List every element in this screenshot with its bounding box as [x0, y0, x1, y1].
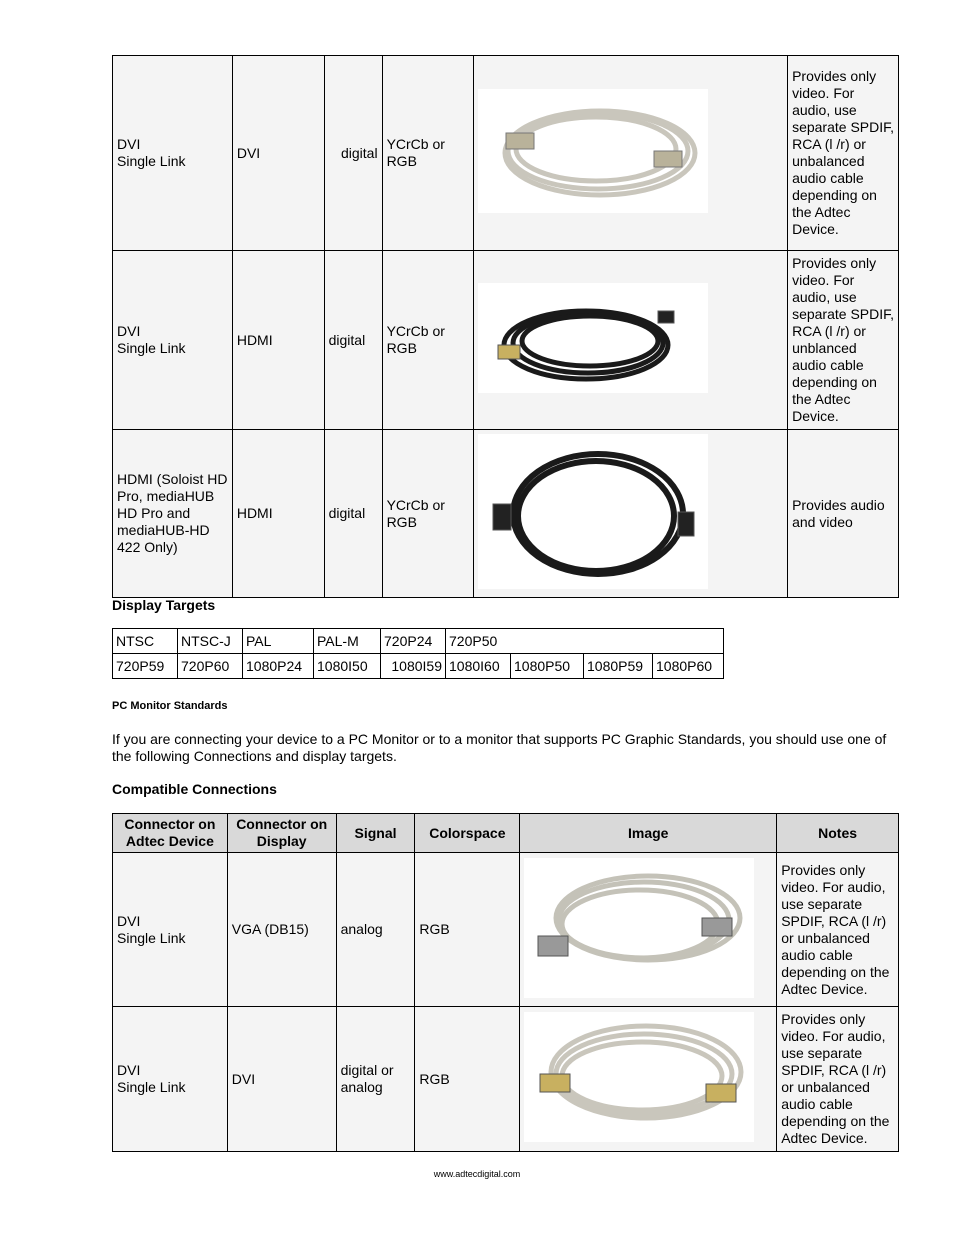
target-cell: 720P59 — [113, 654, 178, 679]
image-cell — [520, 853, 777, 1007]
cable-image — [478, 283, 708, 393]
table-row — [113, 56, 899, 251]
pc-monitor-heading: PC Monitor Standards — [112, 700, 228, 712]
column-header: Signal — [336, 814, 415, 853]
notes-cell: Provides only video. For audio, use separate SPDIF, RCA (l /r) or unblanced audio cable depending on the Adtec Device. — [788, 251, 899, 430]
target-cell: 720P24 — [381, 629, 446, 654]
colorspace-cell: RGB — [415, 1007, 520, 1152]
pc-cable-table — [112, 813, 899, 1152]
connector-cell: DVI Single Link — [113, 1007, 228, 1152]
column-header: Notes — [777, 814, 899, 853]
target-cell: 1080P24 — [243, 654, 314, 679]
display-cell: DVI — [232, 56, 324, 251]
table-row — [113, 251, 899, 430]
target-cell: PAL — [243, 629, 314, 654]
target-cell: 1080I59 — [381, 654, 446, 679]
cable-image — [478, 434, 708, 589]
signal-cell: digital — [324, 56, 382, 251]
display-cell: DVI — [227, 1007, 336, 1152]
table-row — [113, 853, 899, 1007]
cable-image — [524, 858, 754, 998]
display-cell: VGA (DB15) — [227, 853, 336, 1007]
signal-cell: digital — [324, 251, 382, 430]
cable-image — [524, 1012, 754, 1142]
notes-cell: Provides audio and video — [788, 430, 899, 598]
connector-cell: DVI Single Link — [113, 853, 228, 1007]
display-targets-heading: Display Targets — [112, 597, 216, 613]
column-header: Connector on Display — [227, 814, 336, 853]
signal-cell: digital — [324, 430, 382, 598]
target-cell: 1080P59 — [584, 654, 653, 679]
display-cell: HDMI — [232, 251, 324, 430]
notes-cell: Provides only video. For audio, use separate SPDIF, RCA (l /r) or unbalanced audio cable depending on the Adtec Device. — [777, 853, 899, 1007]
pc-paragraph: If you are connecting your device to a PC Monitor or to a monitor that supports PC Graphic Standards, you should use one of the following Connections and display targets. — [112, 731, 887, 764]
column-header: Connector on Adtec Device — [113, 814, 228, 853]
table-header-row — [113, 814, 899, 853]
table-row — [113, 629, 724, 654]
target-cell: 720P60 — [178, 654, 243, 679]
connector-cell: DVI Single Link — [113, 251, 233, 430]
column-header: Image — [520, 814, 777, 853]
target-cell: 720P50 — [446, 629, 724, 654]
image-cell — [474, 251, 788, 430]
target-cell: NTSC-J — [178, 629, 243, 654]
colorspace-cell: YCrCb or RGB — [382, 56, 474, 251]
display-targets-table — [112, 628, 724, 679]
image-cell — [474, 56, 788, 251]
table-row — [113, 1007, 899, 1152]
connector-cell: DVI Single Link — [113, 56, 233, 251]
cable-table-top — [112, 55, 899, 598]
cable-image — [478, 89, 708, 213]
notes-cell: Provides only video. For audio, use separate SPDIF, RCA (l /r) or unbalanced audio cable depending on the Adtec Device. — [777, 1007, 899, 1152]
colorspace-cell: YCrCb or RGB — [382, 251, 474, 430]
target-cell: 1080P60 — [653, 654, 724, 679]
table-row — [113, 654, 724, 679]
image-cell — [474, 430, 788, 598]
colorspace-cell: YCrCb or RGB — [382, 430, 474, 598]
target-cell: 1080I50 — [314, 654, 381, 679]
signal-cell: digital or analog — [336, 1007, 415, 1152]
notes-cell: Provides only video. For audio, use separate SPDIF, RCA (l /r) or unbalanced audio cable depending on the Adtec Device. — [788, 56, 899, 251]
compatible-connections-heading: Compatible Connections — [112, 781, 277, 797]
display-cell: HDMI — [232, 430, 324, 598]
target-cell: NTSC — [113, 629, 178, 654]
table-row — [113, 430, 899, 598]
connector-cell: HDMI (Soloist HD Pro, mediaHUB HD Pro and mediaHUB-HD 422 Only) — [113, 430, 233, 598]
column-header: Colorspace — [415, 814, 520, 853]
colorspace-cell: RGB — [415, 853, 520, 1007]
target-cell: PAL-M — [314, 629, 381, 654]
signal-cell: analog — [336, 853, 415, 1007]
image-cell — [520, 1007, 777, 1152]
footer-url: www.adtecdigital.com — [433, 1169, 521, 1179]
target-cell: 1080I60 — [446, 654, 511, 679]
target-cell: 1080P50 — [511, 654, 584, 679]
